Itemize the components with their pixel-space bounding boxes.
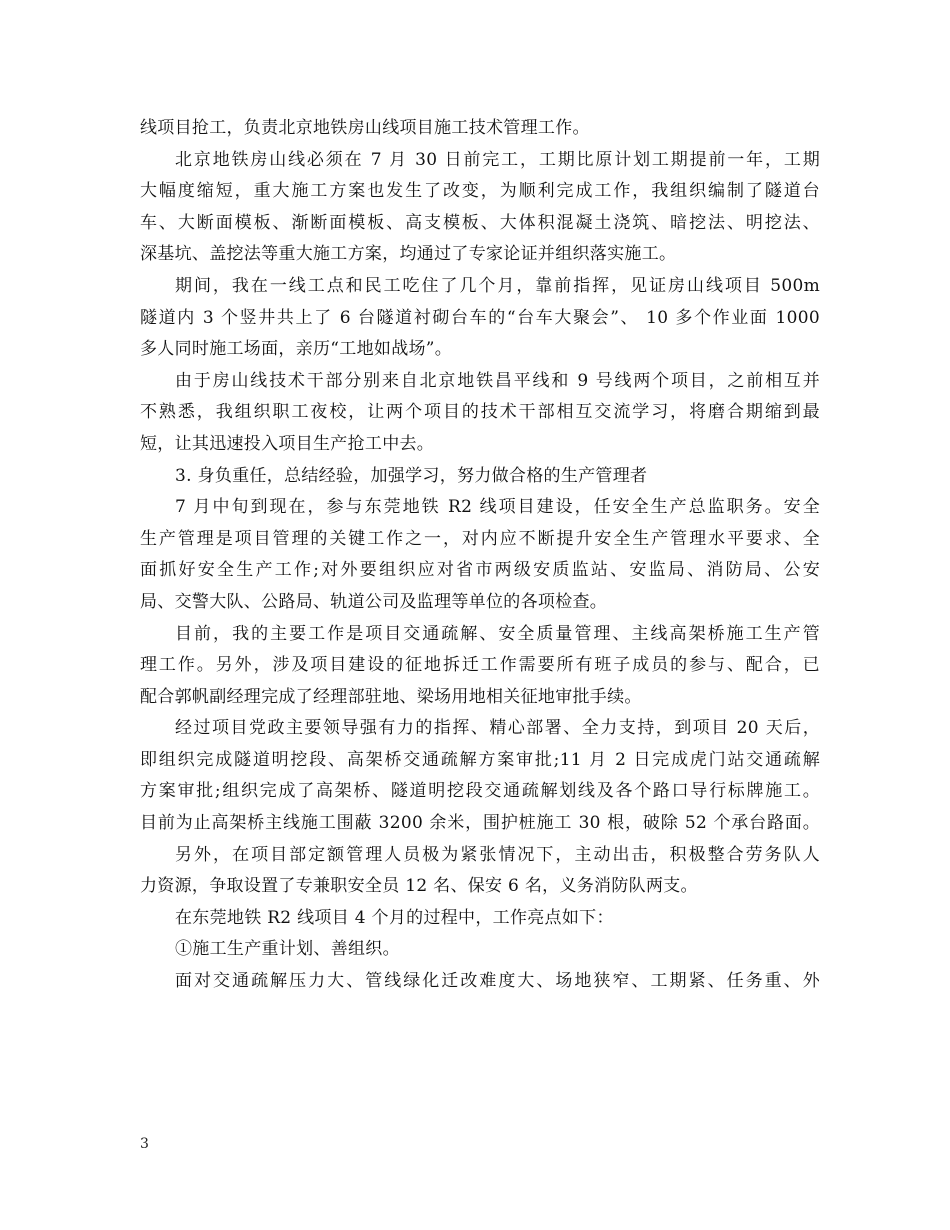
- text-line: 局、交警大队、公路局、轨道公司及监理等单位的各项检查。: [140, 591, 608, 612]
- text-line: 北京地铁房山线必须在 7 月 30 日前完工，工期比原计划工期提前一年，工期: [175, 149, 820, 170]
- page-number: 3: [140, 1136, 149, 1152]
- text-line: 方案审批;组织完成了高架桥、隧道明挖段交通疏解划线及各个路口导行标牌施工。: [140, 781, 820, 802]
- body-text: [140, 113, 820, 998]
- text-line: 生产管理是项目管理的关键工作之一，对内应不断提升安全生产管理水平要求、全: [140, 528, 820, 549]
- text-line: 由于房山线技术干部分别来自北京地铁昌平线和 9 号线两个项目，之前相互并: [175, 370, 820, 391]
- text-line: 7 月中旬到现在，参与东莞地铁 R2 线项目建设，任安全生产总监职务。安全: [175, 497, 820, 518]
- text-line: 期间，我在一线工点和民工吃住了几个月，靠前指挥，见证房山线项目 500m: [175, 275, 820, 296]
- text-line: 目前为止高架桥主线施工围蔽 3200 余米，围护桩施工 30 根，破除 52 个承台路面。: [140, 813, 820, 834]
- text-line: 经过项目党政主要领导强有力的指挥、精心部署、全力支持，到项目 20 天后，: [175, 718, 820, 739]
- text-line: 深基坑、盖挖法等重大施工方案，均通过了专家论证并组织落实施工。: [140, 244, 677, 265]
- text-line: 在东莞地铁 R2 线项目 4 个月的过程中，工作亮点如下：: [175, 907, 614, 928]
- list-item: ①施工生产重计划、善组织。: [175, 939, 400, 960]
- text-line: 短，让其迅速投入项目生产抢工中去。: [140, 433, 435, 454]
- text-line: 面抓好安全生产工作;对外要组织应对省市两级安质监站、安监局、消防局、公安: [140, 560, 820, 581]
- text-line: 大幅度缩短，重大施工方案也发生了改变，为顺利完成工作，我组织编制了隧道台: [140, 181, 820, 202]
- text-line: 多人同时施工场面，亲历“工地如战场”。: [140, 339, 453, 360]
- text-line: 力资源，争取设置了专兼职安全员 12 名、保安 6 名，义务消防队两支。: [140, 876, 698, 897]
- section-heading: 3. 身负重任，总结经验，加强学习，努力做合格的生产管理者: [175, 465, 648, 486]
- text-line: 目前，我的主要工作是项目交通疏解、安全质量管理、主线高架桥施工生产管: [175, 623, 820, 644]
- text-line: 配合郭帆副经理完成了经理部驻地、梁场用地相关征地审批手续。: [140, 686, 642, 707]
- text-line: 理工作。另外，涉及项目建设的征地拆迁工作需要所有班子成员的参与、配合，已: [140, 655, 820, 676]
- text-line: 面对交通疏解压力大、管线绿化迁改难度大、场地狭窄、工期紧、任务重、外: [175, 971, 820, 992]
- text-line: 车、大断面模板、渐断面模板、高支模板、大体积混凝土浇筑、暗挖法、明挖法、: [140, 212, 820, 233]
- text-line: 隧道内 3 个竖井共上了 6 台隧道衬砌台车的“台车大聚会”、 10 多个作业面 1000: [140, 307, 820, 328]
- text-line: 另外，在项目部定额管理人员极为紧张情况下，主动出击，积极整合劳务队人: [175, 844, 820, 865]
- text-line: 不熟悉，我组织职工夜校，让两个项目的技术干部相互交流学习，将磨合期缩到最: [140, 402, 820, 423]
- text-line: 即组织完成隧道明挖段、高架桥交通疏解方案审批;11 月 2 日完成虎门站交通疏解: [140, 749, 820, 770]
- text-line: 线项目抢工，负责北京地铁房山线项目施工技术管理工作。: [140, 118, 590, 138]
